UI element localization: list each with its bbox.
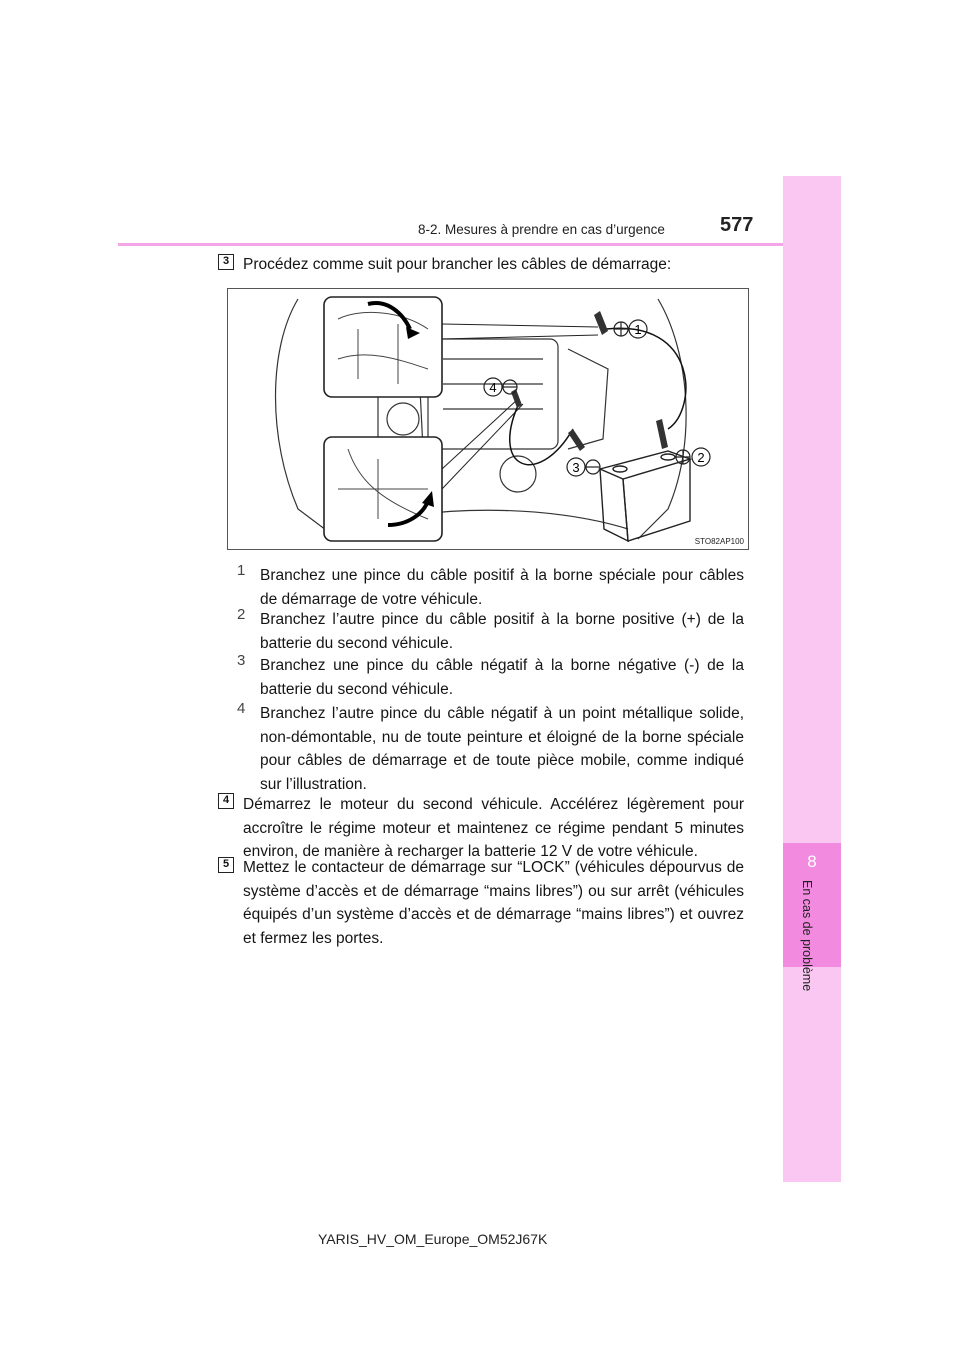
step-text: Démarrez le moteur du second véhicule. Accélérez légèrement pour accroître le régime moteur et maintenez ce régime pendant 5 minutes environ, de manière à recharger la batterie 12 V de votre véhicule. — [243, 796, 744, 861]
inset-bottom — [324, 399, 523, 541]
step-marker: 4 — [218, 793, 234, 809]
step-marker: 5 — [218, 857, 234, 873]
callout-3: 3 — [572, 460, 580, 475]
substep-text: Branchez l’autre pince du câble négatif à un point métallique solide, non-démontable, nu de toute peinture et éloigné de la borne spéciale pour câbles de démarrage et de toute pièce mobile, comme indiqué sur l’illustration. — [260, 705, 744, 793]
callout-4: 4 — [489, 380, 497, 395]
step-marker: 3 — [218, 254, 234, 270]
step-text: Mettez le contacteur de démarrage sur “LOCK” (véhicules dépourvus de système d’accès et de démarrage “mains libres”) ou sur arrêt (véhicules équipés d’un système d’accès et de démarrage “mains libres”) et ouvrez et fermez les portes. — [243, 859, 744, 947]
inset-top — [324, 297, 598, 397]
substep-number: 1 — [237, 562, 246, 579]
chapter-side-band — [783, 176, 841, 1182]
substep-number: 3 — [237, 652, 246, 669]
section-title: 8-2. Mesures à prendre en cas d’urgence — [418, 222, 665, 237]
chapter-number: 8 — [807, 852, 817, 871]
callout-2: 2 — [697, 450, 705, 465]
engine-bay-drawing — [228, 289, 748, 549]
substep-number: 2 — [237, 606, 246, 623]
substep-text: Branchez l’autre pince du câble positif à la borne positive (+) de la batterie du second véhicule. — [260, 611, 744, 652]
step-text: Procédez comme suit pour brancher les câbles de démarrage: — [243, 256, 672, 273]
second-battery — [600, 451, 690, 541]
chapter-label: En cas de problème — [800, 880, 814, 992]
header-rule — [118, 243, 784, 246]
figure-code: STO82AP100 — [694, 537, 744, 546]
callout-1: 1 — [634, 322, 642, 337]
page-number: 577 — [720, 214, 754, 236]
substep-text: Branchez une pince du câble négatif à la borne négative (-) de la batterie du second véhicule. — [260, 657, 744, 698]
document-code: YARIS_HV_OM_Europe_OM52J67K — [318, 1231, 548, 1247]
jump-start-illustration — [227, 288, 749, 550]
substep-number: 4 — [237, 700, 246, 717]
substep-text: Branchez une pince du câble positif à la borne spéciale pour câbles de démarrage de votre véhicule. — [260, 567, 744, 608]
